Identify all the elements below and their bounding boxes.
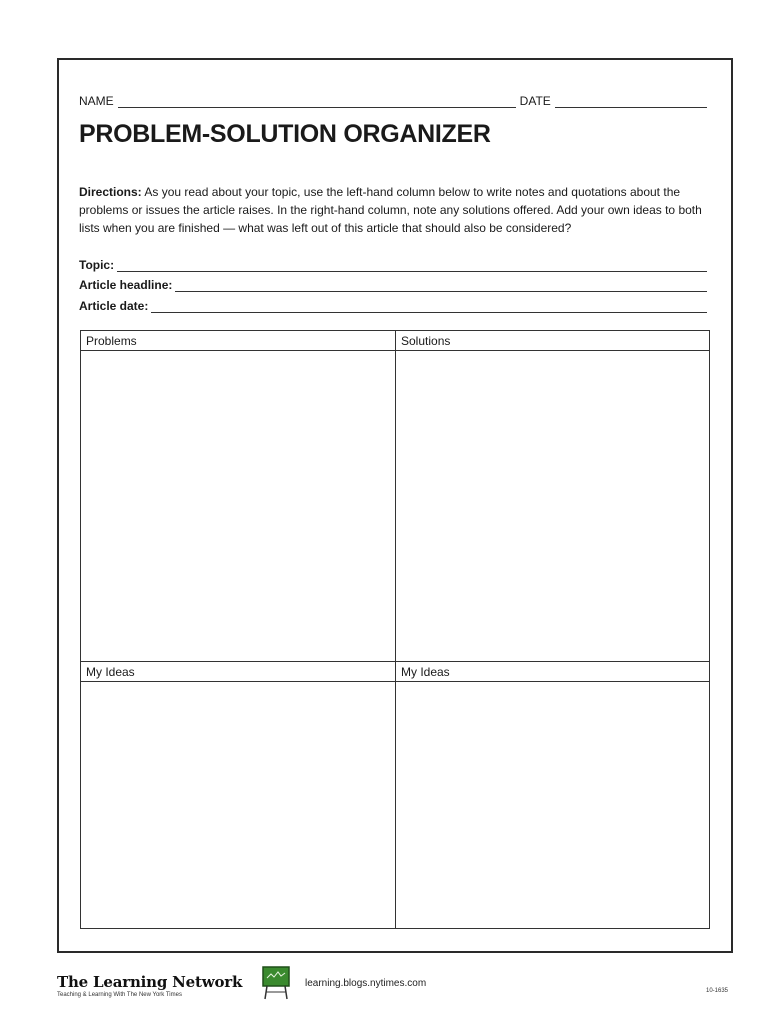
footer-code: 10-1635 (706, 988, 729, 994)
topic-input-line[interactable] (117, 259, 707, 272)
name-date-row (79, 90, 707, 108)
grid-header-divider (81, 350, 709, 351)
brand-tagline: Teaching & Learning With The New York Times (57, 992, 182, 998)
article-date-label: Article date: (79, 299, 149, 313)
footer-brand (57, 973, 242, 998)
my-ideas-left-writing-area[interactable] (82, 683, 394, 927)
date-label: DATE (519, 94, 551, 108)
directions-label: Directions: (79, 185, 142, 199)
headline-field (79, 276, 707, 292)
organizer-grid (80, 330, 710, 929)
my-ideas-right-writing-area[interactable] (397, 683, 709, 927)
footer-url[interactable]: learning.blogs.nytimes.com (305, 978, 427, 989)
topic-label: Topic: (79, 258, 115, 272)
my-ideas-left-header: My Ideas (86, 665, 135, 679)
name-label: NAME (79, 94, 114, 108)
solutions-writing-area[interactable] (397, 352, 709, 660)
my-ideas-right-header: My Ideas (401, 665, 450, 679)
problems-writing-area[interactable] (82, 352, 394, 660)
headline-label: Article headline: (79, 278, 173, 292)
directions-text: As you read about your topic, use the left-hand column below to write notes and quotations about the problems or issues the article raises. In the right-hand column, note any solutions offered. Add your own ideas to both lists when you are finished — what was left out of this article that should also be considered? (79, 185, 702, 235)
directions-paragraph (79, 183, 709, 237)
chalkboard-icon (261, 965, 291, 1001)
grid-middle-divider (81, 661, 709, 662)
problems-header: Problems (86, 334, 137, 348)
date-input-line[interactable] (555, 95, 707, 108)
solutions-header: Solutions (401, 334, 451, 348)
headline-input-line[interactable] (175, 279, 707, 292)
topic-field (79, 256, 707, 272)
grid-ideas-header-divider (81, 681, 709, 682)
page-title: PROBLEM-SOLUTION ORGANIZER (79, 120, 491, 148)
article-date-field (79, 297, 707, 313)
grid-vertical-divider (395, 331, 396, 928)
article-date-input-line[interactable] (151, 300, 707, 313)
name-input-line[interactable] (118, 95, 516, 108)
brand-name: The Learning Network (57, 973, 243, 991)
